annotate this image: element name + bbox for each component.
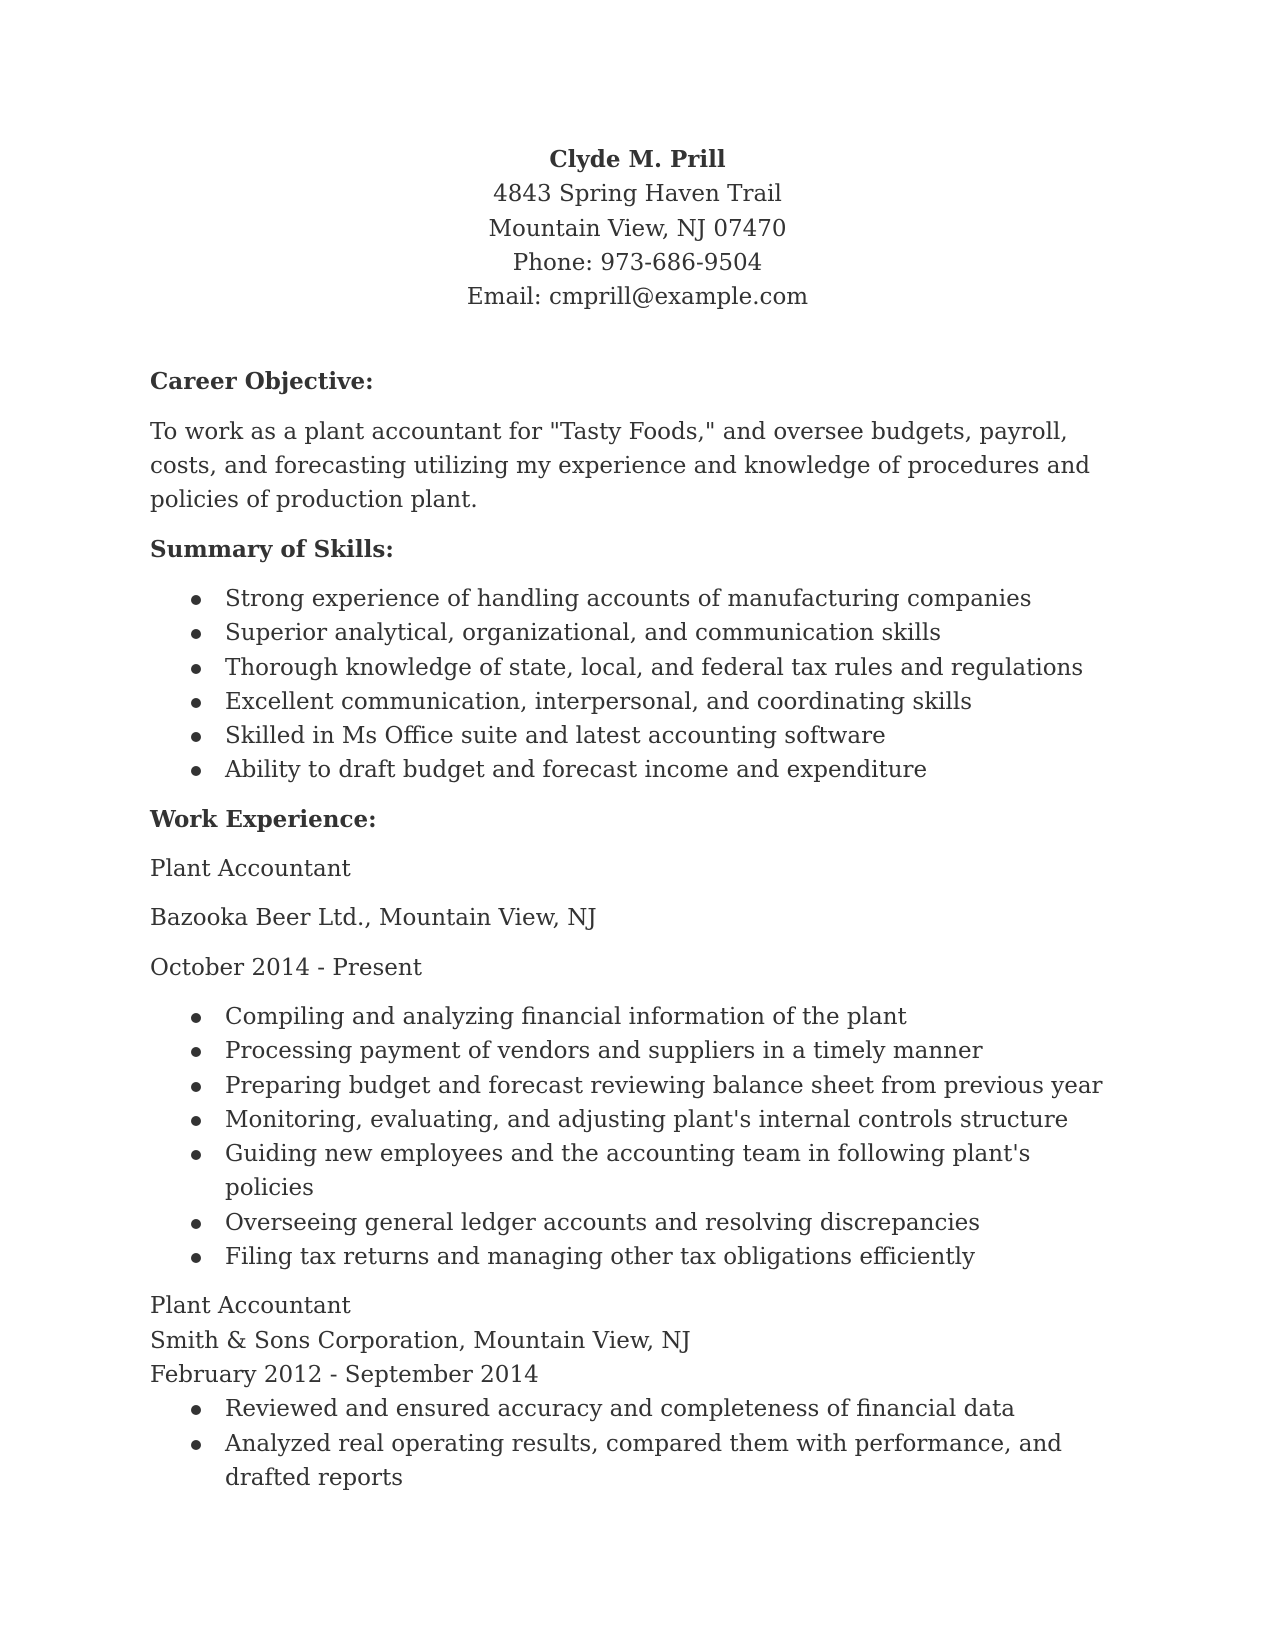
skill-item: Skilled in Ms Office suite and latest accounting software xyxy=(150,719,1125,753)
bullet-icon xyxy=(191,766,201,776)
bullet-icon xyxy=(191,595,201,605)
skill-item: Ability to draft budget and forecast income and expenditure xyxy=(150,753,1125,787)
duty-item: Guiding new employees and the accounting team in following plant's policies xyxy=(150,1137,1125,1206)
duty-item: Filing tax returns and managing other tax obligations efficiently xyxy=(150,1240,1125,1274)
bullet-icon xyxy=(191,732,201,742)
skill-item: Thorough knowledge of state, local, and federal tax rules and regulations xyxy=(150,651,1125,685)
job-entry-1 xyxy=(150,852,1125,1274)
address-line-1: 4843 Spring Haven Trail xyxy=(493,181,782,208)
bullet-icon xyxy=(191,664,201,674)
career-objective-heading: Career Objective: xyxy=(150,368,374,396)
bullet-icon xyxy=(191,1116,201,1126)
job-dates: February 2012 - September 2014 xyxy=(150,1361,539,1388)
phone-line: Phone: 973-686-9504 xyxy=(512,249,763,276)
job-role: Plant Accountant xyxy=(150,856,351,883)
skill-item: Excellent communication, interpersonal, and coordinating skills xyxy=(150,685,1125,719)
job-company: Bazooka Beer Ltd., Mountain View, NJ xyxy=(150,905,597,932)
skills-list xyxy=(150,582,1125,788)
duty-item: Reviewed and ensured accuracy and completeness of financial data xyxy=(150,1392,1125,1426)
bullet-icon xyxy=(191,1405,201,1415)
job-entry-2 xyxy=(150,1289,1125,1495)
work-experience-heading: Work Experience: xyxy=(150,805,377,833)
bullet-icon xyxy=(191,1082,201,1092)
candidate-name: Clyde M. Prill xyxy=(549,146,726,173)
skill-item: Strong experience of handling accounts of manufacturing companies xyxy=(150,582,1125,616)
skills-heading: Summary of Skills: xyxy=(150,535,394,563)
bullet-icon xyxy=(191,1440,201,1450)
contact-header xyxy=(150,143,1125,314)
duty-item: Compiling and analyzing financial information of the plant xyxy=(150,1000,1125,1034)
job-company: Smith & Sons Corporation, Mountain View, NJ xyxy=(150,1327,691,1354)
bullet-icon xyxy=(191,1150,201,1160)
bullet-icon xyxy=(191,1253,201,1263)
bullet-icon xyxy=(191,1013,201,1023)
resume-page xyxy=(150,143,1125,1495)
duty-item: Processing payment of vendors and suppliers in a timely manner xyxy=(150,1034,1125,1068)
duty-item: Preparing budget and forecast reviewing balance sheet from previous year xyxy=(150,1069,1125,1103)
bullet-icon xyxy=(191,629,201,639)
duty-item: Monitoring, evaluating, and adjusting plant's internal controls structure xyxy=(150,1103,1125,1137)
duty-item: Overseeing general ledger accounts and resolving discrepancies xyxy=(150,1206,1125,1240)
bullet-icon xyxy=(191,1219,201,1229)
job-dates: October 2014 - Present xyxy=(150,954,422,981)
skill-item: Superior analytical, organizational, and communication skills xyxy=(150,616,1125,650)
email-line: Email: cmprill@example.com xyxy=(466,284,809,311)
job-duties-list xyxy=(150,1000,1125,1274)
bullet-icon xyxy=(191,698,201,708)
job-role: Plant Accountant xyxy=(150,1293,351,1320)
job-duties-list xyxy=(150,1392,1125,1495)
duty-item: Analyzed real operating results, compared them with performance, and drafted reports xyxy=(150,1427,1125,1496)
address-line-2: Mountain View, NJ 07470 xyxy=(488,215,787,242)
bullet-icon xyxy=(191,1047,201,1057)
career-objective-text: To work as a plant accountant for "Tasty Foods," and oversee budgets, payroll, costs, and forecasting utilizing my experience and knowledge of procedures and policies of production plant. xyxy=(150,418,1091,514)
